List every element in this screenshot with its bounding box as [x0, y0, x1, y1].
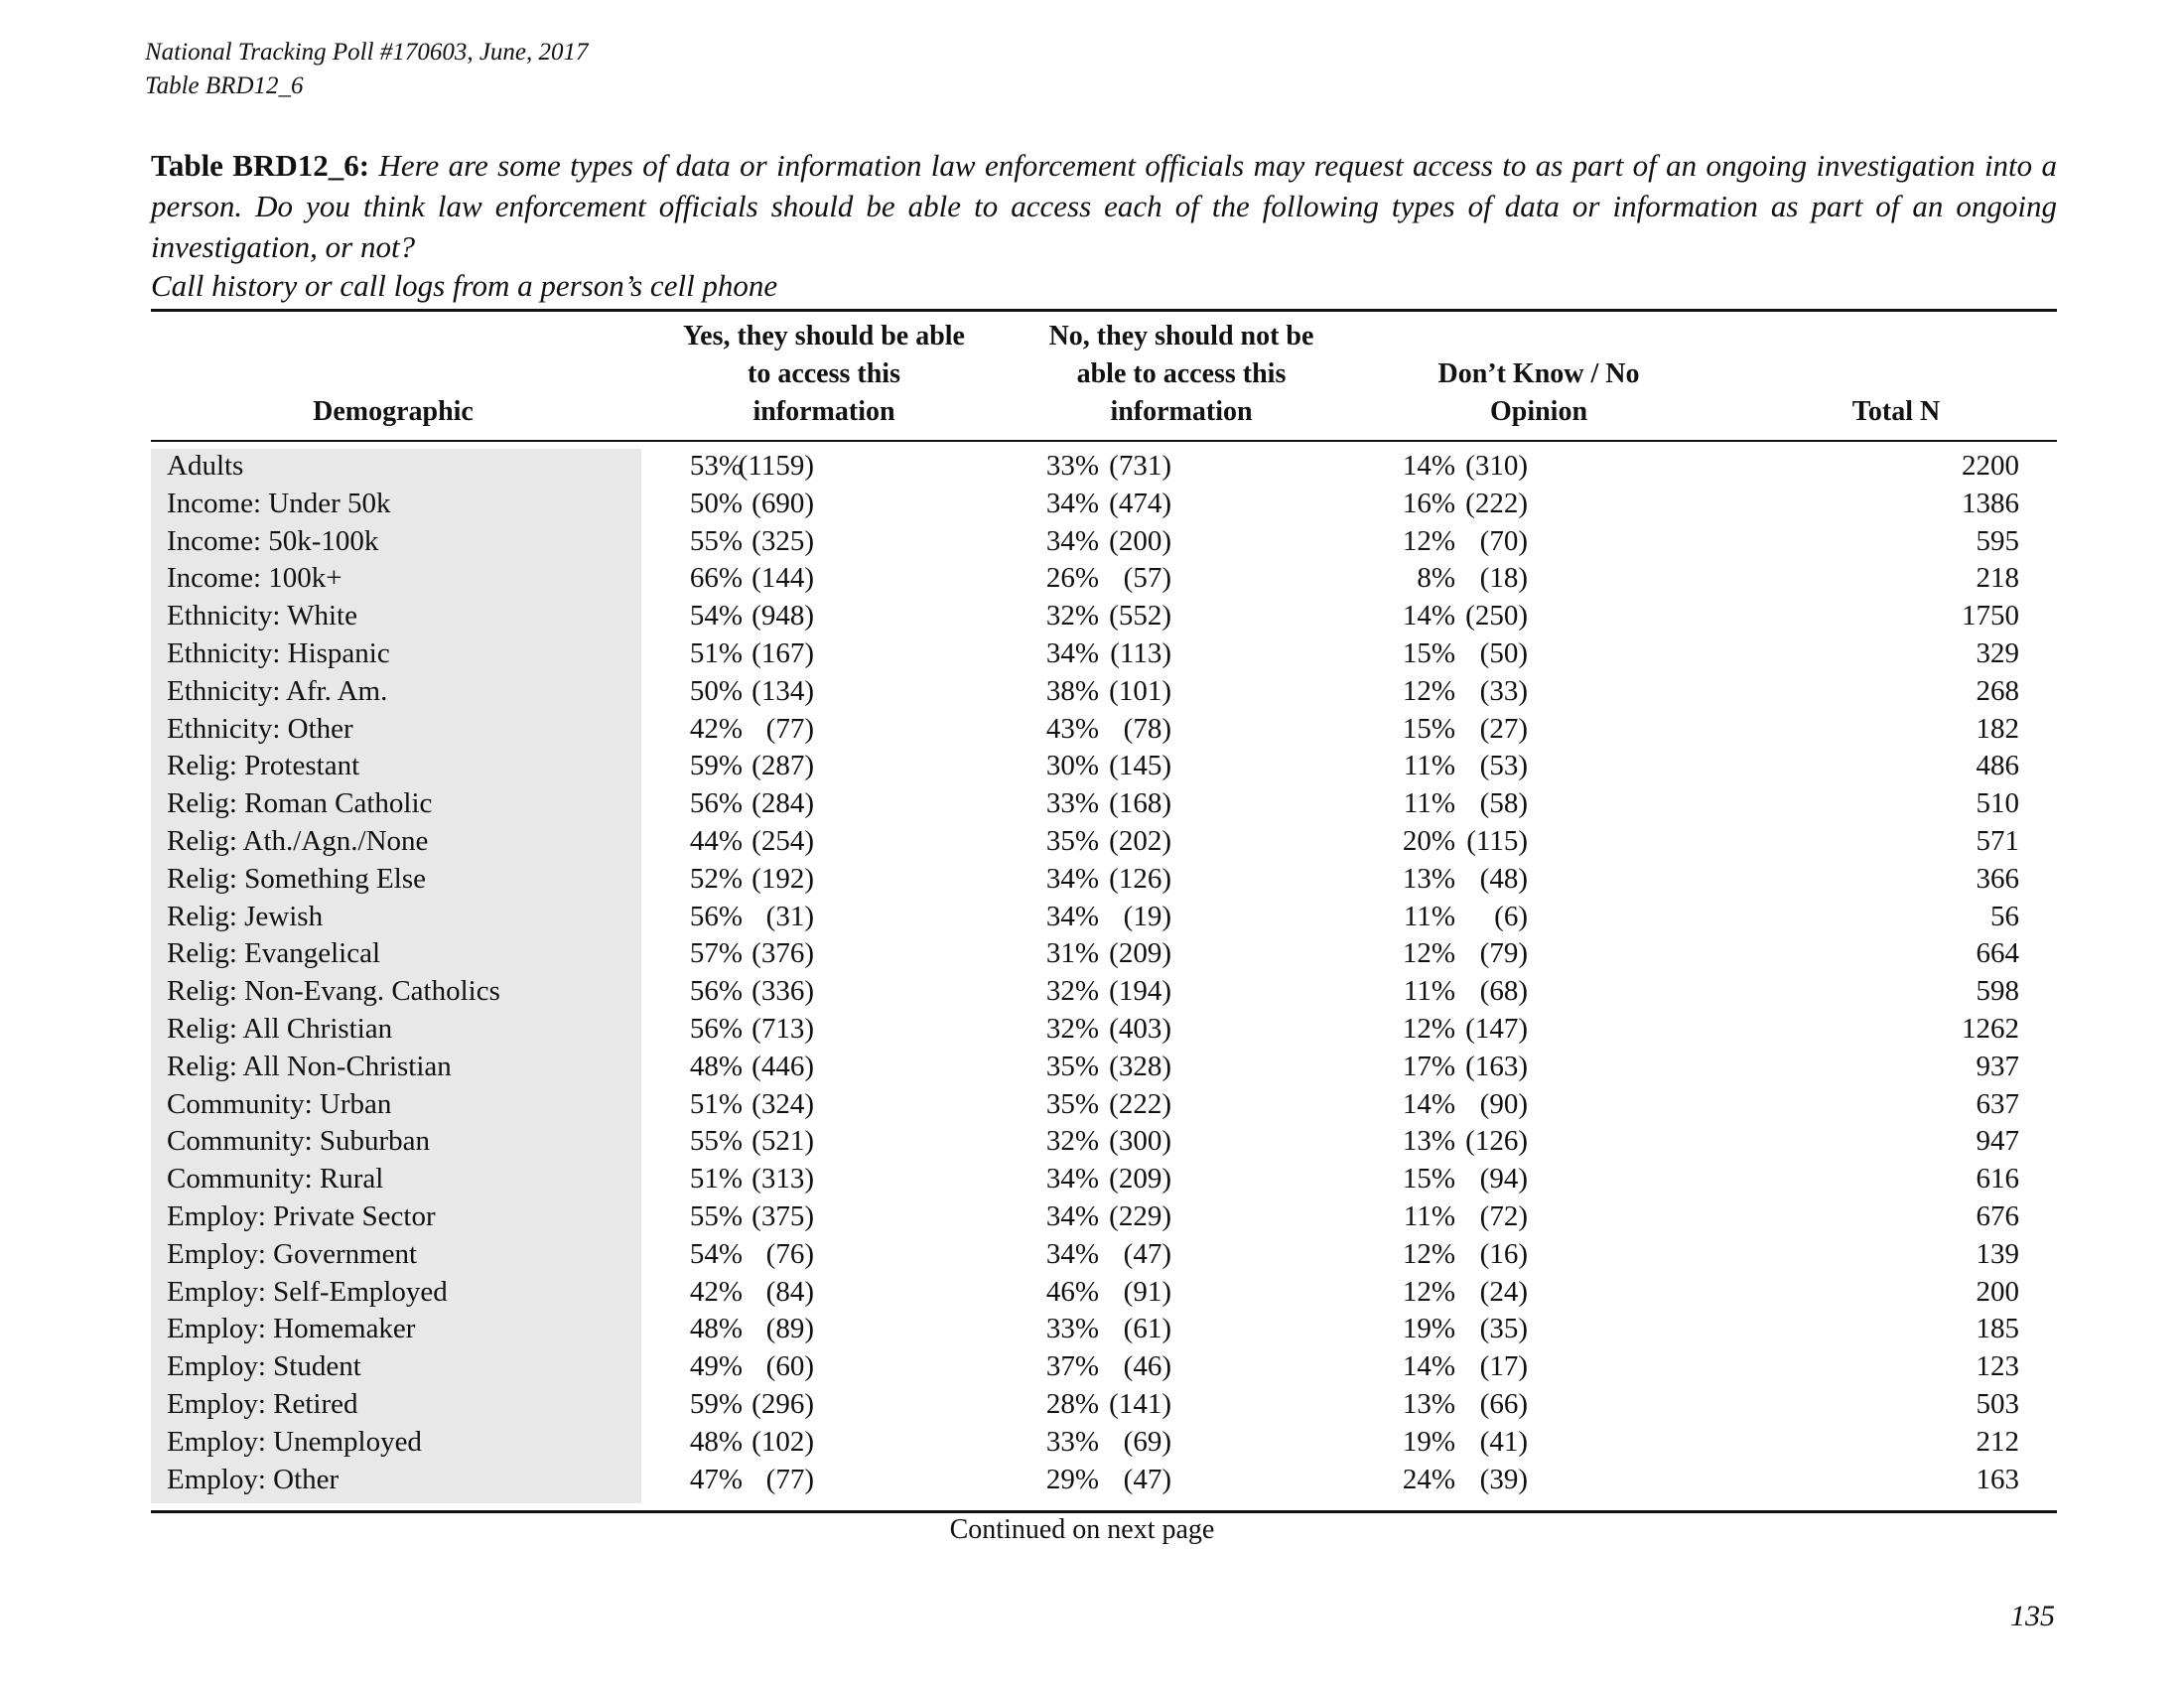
dk-count: (72)	[1479, 1199, 1528, 1232]
table-top-rule	[151, 309, 2057, 312]
row-label: Employ: Self-Employed	[167, 1275, 448, 1308]
total-n: 139	[1976, 1237, 2019, 1270]
table-row	[151, 711, 2057, 749]
row-label: Relig: Jewish	[167, 900, 324, 932]
yes-percent: 50%	[689, 487, 743, 519]
no-count: (141)	[1109, 1387, 1171, 1420]
row-label: Community: Suburban	[167, 1125, 431, 1158]
no-count: (46)	[1123, 1350, 1171, 1383]
header-line: Demographic	[313, 396, 474, 427]
dk-percent: 13%	[1402, 1125, 1455, 1158]
yes-count: (375)	[751, 1199, 814, 1232]
no-percent: 34%	[1045, 1237, 1099, 1270]
no-percent: 35%	[1045, 824, 1099, 857]
yes-percent: 59%	[689, 750, 743, 782]
total-n: 218	[1976, 562, 2019, 595]
dk-count: (126)	[1465, 1125, 1528, 1158]
row-label: Relig: Something Else	[167, 862, 426, 895]
no-percent: 33%	[1045, 450, 1099, 482]
no-percent: 35%	[1045, 1050, 1099, 1082]
row-label: Community: Rural	[167, 1163, 384, 1196]
total-n: 329	[1976, 636, 2019, 669]
continued-note	[0, 1510, 2184, 1550]
yes-count: (31)	[765, 900, 814, 932]
total-n: 185	[1976, 1313, 2019, 1345]
row-label: Employ: Other	[167, 1463, 340, 1495]
yes-percent: 66%	[689, 562, 743, 595]
row-label: Relig: Non-Evang. Catholics	[167, 975, 500, 1008]
table-row	[151, 598, 2057, 635]
total-n: 616	[1976, 1163, 2019, 1196]
header-no	[1003, 318, 1360, 431]
total-n: 123	[1976, 1350, 2019, 1383]
dk-count: (16)	[1479, 1237, 1528, 1270]
table-row	[151, 1236, 2057, 1274]
yes-percent: 55%	[689, 1199, 743, 1232]
caption-question: Here are some types of data or information law enforcement officials may request access to as part of an ongoing investigation into a person. Do you think law enforcement officials should be able to access each of the following types of data or information as part of an ongoing investigation, or not?	[151, 148, 2058, 264]
dk-percent: 19%	[1402, 1313, 1455, 1345]
total-n: 268	[1976, 674, 2019, 707]
table-subtitle: Call history or call logs from a person’s cell phone	[151, 268, 778, 303]
no-count: (57)	[1123, 562, 1171, 595]
yes-percent: 56%	[689, 900, 743, 932]
yes-percent: 44%	[689, 824, 743, 857]
dk-percent: 12%	[1402, 1237, 1455, 1270]
no-count: (113)	[1110, 636, 1171, 669]
table-row	[151, 560, 2057, 598]
no-percent: 32%	[1045, 1012, 1099, 1045]
dk-count: (147)	[1465, 1012, 1528, 1045]
yes-count: (446)	[751, 1050, 814, 1082]
row-label: Employ: Student	[167, 1350, 361, 1383]
table-body	[151, 448, 2057, 1498]
table-row	[151, 1462, 2057, 1499]
row-label: Relig: Evangelical	[167, 937, 381, 970]
dk-percent: 13%	[1402, 862, 1455, 895]
dk-count: (70)	[1479, 524, 1528, 557]
table-row	[151, 1161, 2057, 1198]
table-row	[151, 1311, 2057, 1348]
total-n: 637	[1976, 1087, 2019, 1120]
dk-percent: 13%	[1402, 1387, 1455, 1420]
yes-percent: 56%	[689, 787, 743, 820]
yes-count: (84)	[765, 1275, 814, 1308]
no-count: (222)	[1109, 1087, 1171, 1120]
yes-percent: 51%	[689, 1163, 743, 1196]
dk-percent: 24%	[1402, 1463, 1455, 1495]
no-count: (328)	[1109, 1050, 1171, 1082]
dk-count: (79)	[1479, 937, 1528, 970]
no-percent: 30%	[1045, 750, 1099, 782]
dk-count: (27)	[1479, 712, 1528, 745]
yes-percent: 55%	[689, 524, 743, 557]
total-n: 937	[1976, 1050, 2019, 1082]
yes-count: (313)	[751, 1163, 814, 1196]
dk-percent: 12%	[1402, 937, 1455, 970]
total-n: 598	[1976, 975, 2019, 1008]
dk-count: (53)	[1479, 750, 1528, 782]
yes-percent: 57%	[689, 937, 743, 970]
yes-percent: 54%	[689, 600, 743, 633]
total-n: 676	[1976, 1199, 2019, 1232]
yes-count: (167)	[751, 636, 814, 669]
table-row	[151, 1348, 2057, 1386]
row-label: Relig: All Non-Christian	[167, 1050, 452, 1082]
yes-count: (296)	[751, 1387, 814, 1420]
table-row	[151, 935, 2057, 973]
yes-percent: 52%	[689, 862, 743, 895]
dk-count: (66)	[1479, 1387, 1528, 1420]
no-count: (78)	[1123, 712, 1171, 745]
table-row	[151, 973, 2057, 1011]
yes-percent: 48%	[689, 1313, 743, 1345]
no-count: (731)	[1109, 450, 1171, 482]
dk-percent: 16%	[1402, 487, 1455, 519]
header-demographic	[244, 393, 542, 431]
yes-percent: 56%	[689, 975, 743, 1008]
table-row	[151, 1086, 2057, 1124]
dk-percent: 11%	[1403, 787, 1455, 820]
dk-count: (310)	[1465, 450, 1528, 482]
no-percent: 46%	[1045, 1275, 1099, 1308]
total-n: 366	[1976, 862, 2019, 895]
table-row	[151, 1123, 2057, 1161]
total-n: 1262	[1962, 1012, 2019, 1045]
table-row	[151, 486, 2057, 523]
no-count: (19)	[1123, 900, 1171, 932]
row-label: Adults	[167, 450, 244, 482]
header-line: information	[1110, 396, 1253, 427]
yes-count: (713)	[751, 1012, 814, 1045]
total-n: 486	[1976, 750, 2019, 782]
dk-percent: 12%	[1402, 674, 1455, 707]
dk-percent: 14%	[1402, 1087, 1455, 1120]
header-line: Yes, they should be able	[683, 321, 965, 352]
no-count: (403)	[1109, 1012, 1171, 1045]
dk-percent: 19%	[1402, 1425, 1455, 1458]
yes-count: (254)	[751, 824, 814, 857]
table-id: Table BRD12_6	[145, 72, 304, 99]
dk-percent: 17%	[1402, 1050, 1455, 1082]
yes-percent: 54%	[689, 1237, 743, 1270]
table-row	[151, 635, 2057, 673]
row-label: Relig: All Christian	[167, 1012, 393, 1045]
no-count: (300)	[1109, 1125, 1171, 1158]
row-label: Community: Urban	[167, 1087, 392, 1120]
caption-label: Table BRD12_6:	[151, 148, 370, 183]
no-percent: 26%	[1045, 562, 1099, 595]
no-percent: 33%	[1045, 787, 1099, 820]
poll-title: National Tracking Poll #170603, June, 2017	[145, 39, 589, 66]
total-n: 1386	[1962, 487, 2019, 519]
dk-percent: 14%	[1402, 600, 1455, 633]
no-percent: 28%	[1045, 1387, 1099, 1420]
total-n: 595	[1976, 524, 2019, 557]
yes-percent: 48%	[689, 1050, 743, 1082]
no-percent: 34%	[1045, 636, 1099, 669]
yes-count: (60)	[765, 1350, 814, 1383]
dk-count: (24)	[1479, 1275, 1528, 1308]
header-total	[1787, 393, 2005, 431]
header-rule	[151, 440, 2057, 442]
table-row	[151, 1274, 2057, 1312]
yes-percent: 49%	[689, 1350, 743, 1383]
table-row	[151, 748, 2057, 785]
no-percent: 32%	[1045, 600, 1099, 633]
total-n: 200	[1976, 1275, 2019, 1308]
total-n: 163	[1976, 1463, 2019, 1495]
total-n: 56	[1990, 900, 2019, 932]
dk-count: (35)	[1479, 1313, 1528, 1345]
table-row	[151, 1011, 2057, 1049]
dk-percent: 14%	[1402, 450, 1455, 482]
table-row	[151, 448, 2057, 486]
dk-count: (33)	[1479, 674, 1528, 707]
dk-percent: 12%	[1402, 1275, 1455, 1308]
continued-text: Continued on next page	[949, 1514, 1215, 1545]
no-percent: 34%	[1045, 862, 1099, 895]
dk-count: (90)	[1479, 1087, 1528, 1120]
no-count: (552)	[1109, 600, 1171, 633]
no-percent: 32%	[1045, 1125, 1099, 1158]
yes-count: (336)	[751, 975, 814, 1008]
total-n: 947	[1976, 1125, 2019, 1158]
yes-percent: 51%	[689, 636, 743, 669]
row-label: Employ: Unemployed	[167, 1425, 422, 1458]
table-row	[151, 673, 2057, 711]
yes-count: (948)	[751, 600, 814, 633]
dk-count: (94)	[1479, 1163, 1528, 1196]
no-count: (47)	[1123, 1237, 1171, 1270]
row-label: Employ: Private Sector	[167, 1199, 436, 1232]
dk-count: (163)	[1465, 1050, 1528, 1082]
dk-percent: 11%	[1403, 1199, 1455, 1232]
total-n: 503	[1976, 1387, 2019, 1420]
dk-count: (115)	[1466, 824, 1528, 857]
no-count: (209)	[1109, 1163, 1171, 1196]
table-row	[151, 861, 2057, 899]
yes-count: (325)	[751, 524, 814, 557]
row-label: Ethnicity: Afr. Am.	[167, 674, 388, 707]
dk-percent: 11%	[1403, 900, 1455, 932]
row-label: Income: 50k-100k	[167, 524, 379, 557]
yes-count: (324)	[751, 1087, 814, 1120]
yes-percent: 50%	[689, 674, 743, 707]
dk-count: (18)	[1479, 562, 1528, 595]
dk-count: (39)	[1479, 1463, 1528, 1495]
yes-count: (192)	[751, 862, 814, 895]
no-percent: 29%	[1045, 1463, 1099, 1495]
yes-percent: 42%	[689, 1275, 743, 1308]
yes-percent: 59%	[689, 1387, 743, 1420]
total-n: 1750	[1962, 600, 2019, 633]
no-count: (91)	[1123, 1275, 1171, 1308]
total-n: 2200	[1962, 450, 2019, 482]
total-n: 664	[1976, 937, 2019, 970]
table-row	[151, 1198, 2057, 1236]
no-percent: 37%	[1045, 1350, 1099, 1383]
total-n: 212	[1976, 1425, 2019, 1458]
yes-count: (134)	[751, 674, 814, 707]
header-line: information	[752, 396, 895, 427]
yes-count: (144)	[751, 562, 814, 595]
dk-percent: 11%	[1403, 750, 1455, 782]
table-caption	[151, 145, 2057, 267]
yes-count: (690)	[751, 487, 814, 519]
yes-count: (102)	[751, 1425, 814, 1458]
dk-percent: 12%	[1402, 1012, 1455, 1045]
dk-percent: 15%	[1402, 712, 1455, 745]
yes-percent: 56%	[689, 1012, 743, 1045]
no-percent: 43%	[1045, 712, 1099, 745]
no-count: (229)	[1109, 1199, 1171, 1232]
yes-count: (284)	[751, 787, 814, 820]
yes-count: (77)	[765, 712, 814, 745]
dk-percent: 15%	[1402, 1163, 1455, 1196]
no-count: (202)	[1109, 824, 1171, 857]
dk-percent: 12%	[1402, 524, 1455, 557]
row-label: Employ: Homemaker	[167, 1313, 416, 1345]
no-count: (69)	[1123, 1425, 1171, 1458]
no-count: (126)	[1109, 862, 1171, 895]
dk-percent: 15%	[1402, 636, 1455, 669]
table-row	[151, 523, 2057, 561]
no-count: (101)	[1109, 674, 1171, 707]
no-percent: 34%	[1045, 900, 1099, 932]
header-line: No, they should not be	[1048, 321, 1314, 352]
header-yes	[645, 318, 1003, 431]
table-row	[151, 785, 2057, 823]
total-n: 510	[1976, 787, 2019, 820]
dk-count: (41)	[1479, 1425, 1528, 1458]
yes-percent: 47%	[689, 1463, 743, 1495]
yes-percent: 42%	[689, 712, 743, 745]
dk-percent: 8%	[1417, 562, 1455, 595]
dk-count: (6)	[1494, 900, 1528, 932]
no-count: (145)	[1109, 750, 1171, 782]
row-label: Employ: Government	[167, 1237, 418, 1270]
no-percent: 34%	[1045, 1199, 1099, 1232]
no-count: (474)	[1109, 487, 1171, 519]
dk-percent: 14%	[1402, 1350, 1455, 1383]
row-label: Income: 100k+	[167, 562, 342, 595]
header-line: to access this	[748, 358, 900, 389]
no-count: (209)	[1109, 937, 1171, 970]
yes-percent: 53%	[689, 450, 743, 482]
yes-percent: 48%	[689, 1425, 743, 1458]
no-count: (61)	[1123, 1313, 1171, 1345]
no-percent: 34%	[1045, 487, 1099, 519]
no-percent: 33%	[1045, 1313, 1099, 1345]
dk-count: (222)	[1465, 487, 1528, 519]
no-percent: 34%	[1045, 1163, 1099, 1196]
row-label: Ethnicity: Hispanic	[167, 636, 390, 669]
row-label: Ethnicity: White	[167, 600, 357, 633]
dk-count: (48)	[1479, 862, 1528, 895]
row-label: Relig: Ath./Agn./None	[167, 824, 429, 857]
no-percent: 31%	[1045, 937, 1099, 970]
no-count: (47)	[1123, 1463, 1171, 1495]
header-line: Opinion	[1489, 396, 1588, 427]
no-percent: 34%	[1045, 524, 1099, 557]
yes-percent: 51%	[689, 1087, 743, 1120]
yes-count: (287)	[751, 750, 814, 782]
yes-count: (77)	[765, 1463, 814, 1495]
no-count: (200)	[1109, 524, 1171, 557]
row-label: Ethnicity: Other	[167, 712, 353, 745]
dk-count: (68)	[1479, 975, 1528, 1008]
dk-count: (17)	[1479, 1350, 1528, 1383]
row-label: Income: Under 50k	[167, 487, 391, 519]
table-row	[151, 1049, 2057, 1086]
row-label: Relig: Protestant	[167, 750, 360, 782]
yes-count: (76)	[765, 1237, 814, 1270]
no-percent: 33%	[1045, 1425, 1099, 1458]
running-header	[145, 36, 589, 103]
yes-count: (521)	[751, 1125, 814, 1158]
yes-count: (1159)	[738, 450, 814, 482]
dk-count: (250)	[1465, 600, 1528, 633]
page-number: 135	[2010, 1600, 2055, 1632]
dk-count: (58)	[1479, 787, 1528, 820]
no-percent: 38%	[1045, 674, 1099, 707]
total-n: 182	[1976, 712, 2019, 745]
row-label: Relig: Roman Catholic	[167, 787, 433, 820]
dk-percent: 20%	[1402, 824, 1455, 857]
table-row	[151, 823, 2057, 861]
yes-count: (376)	[751, 937, 814, 970]
header-line: Total N	[1851, 396, 1941, 427]
no-count: (168)	[1109, 787, 1171, 820]
header-line: Don’t Know / No	[1437, 358, 1640, 389]
total-n: 571	[1976, 824, 2019, 857]
header-dk	[1360, 355, 1717, 431]
row-label: Employ: Retired	[167, 1387, 358, 1420]
header-line: able to access this	[1076, 358, 1287, 389]
no-count: (194)	[1109, 975, 1171, 1008]
dk-percent: 11%	[1403, 975, 1455, 1008]
table-row	[151, 1424, 2057, 1462]
no-percent: 35%	[1045, 1087, 1099, 1120]
no-percent: 32%	[1045, 975, 1099, 1008]
table-row	[151, 1386, 2057, 1424]
dk-count: (50)	[1479, 636, 1528, 669]
yes-percent: 55%	[689, 1125, 743, 1158]
yes-count: (89)	[765, 1313, 814, 1345]
table-row	[151, 899, 2057, 936]
